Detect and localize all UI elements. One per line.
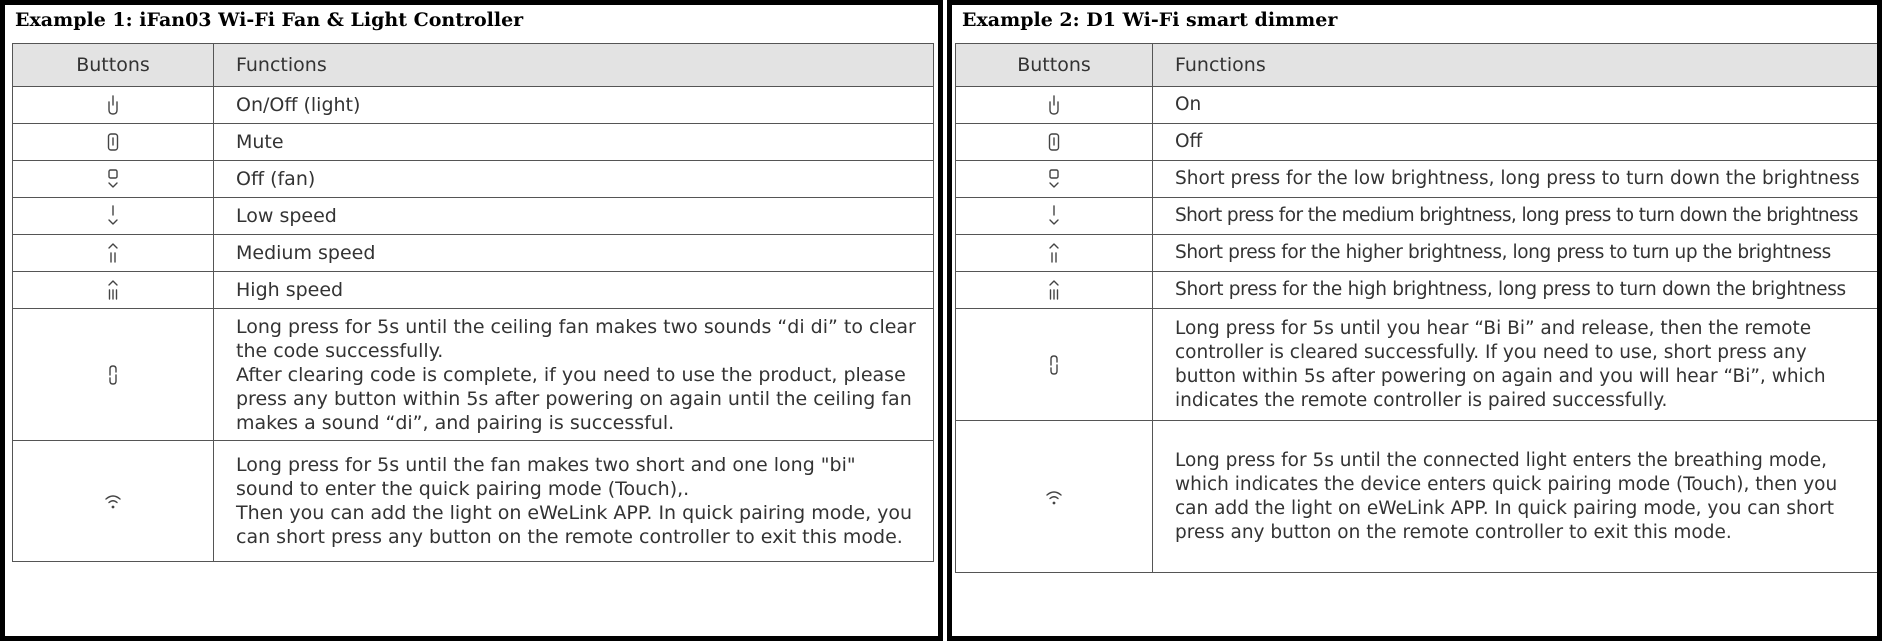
function-text: Long press for 5s until the connected light enters the breathing mode, which indicates the device enters quick pairing mode (Touch), then you can add the light on eWeLink APP. In quick pairing mode, you can short press any button on the remote controller to exit this mode. [1153,421,1878,573]
function-text: Long press for 5s until you hear “Bi Bi” and release, then the remote controller is cleared successfully. If you need to use, short press any button within 5s after powering on again and you will hear “Bi”, which indicates the remote controller is paired successfully. [1153,309,1878,421]
functions-column-header: Functions [214,44,934,87]
table-row [13,441,934,562]
high-speed-icon [103,278,123,302]
table-row [956,421,1878,573]
table-row [13,272,934,309]
medium-speed-icon [103,241,123,265]
link-icon [1044,353,1064,377]
table-row [956,124,1878,161]
wifi-icon [1044,485,1064,509]
table-row [956,87,1878,124]
function-text: Low speed [214,198,934,235]
power-icon [1044,93,1064,117]
buttons-column-header: Buttons [13,44,214,87]
table-row [956,309,1878,421]
high-speed-icon [1044,278,1064,302]
functions-column-header: Functions [1153,44,1878,87]
table-row [956,235,1878,272]
function-text: Short press for the high brightness, long press to turn down the brightness [1153,272,1878,309]
function-text: Off (fan) [214,161,934,198]
function-text: Medium speed [214,235,934,272]
function-text: Long press for 5s until the fan makes two short and one long "bi" sound to enter the quick pairing mode (Touch),. Then you can add the light on eWeLink APP. In quick pairing mode, you can short press any button on the remote controller to exit this mode. [214,441,934,562]
table-header-row [13,44,934,87]
function-text: High speed [214,272,934,309]
link-icon [103,363,123,387]
mute-icon [1044,130,1064,154]
table-row [13,124,934,161]
example-2-table [955,43,1878,573]
example-2-panel [947,0,1882,641]
medium-speed-icon [1044,241,1064,265]
table-row [956,161,1878,198]
wifi-icon [103,489,123,513]
table-row [13,87,934,124]
off-icon [103,167,123,191]
table-row [956,272,1878,309]
function-text: On/Off (light) [214,87,934,124]
power-icon [103,93,123,117]
table-row [13,161,934,198]
function-text: Long press for 5s until the ceiling fan makes two sounds “di di” to clear the code successfully. After clearing code is complete, if you need to use the product, please press any button within 5s after powering on again until the ceiling fan makes a sound “di”, and pairing is successful. [214,309,934,441]
example-1-title: Example 1: iFan03 Wi-Fi Fan & Light Controller [15,9,524,31]
table-row [13,235,934,272]
low-speed-icon [103,204,123,228]
function-text: On [1153,87,1878,124]
table-row [956,198,1878,235]
table-row [13,198,934,235]
function-text: Short press for the low brightness, long press to turn down the brightness [1153,161,1878,198]
table-row [13,309,934,441]
example-1-table [12,43,934,562]
mute-icon [103,130,123,154]
buttons-column-header: Buttons [956,44,1153,87]
example-2-title: Example 2: D1 Wi-Fi smart dimmer [962,9,1338,31]
function-text: Short press for the medium brightness, long press to turn down the brightness [1153,198,1878,235]
function-text: Short press for the higher brightness, long press to turn up the brightness [1153,235,1878,272]
low-speed-icon [1044,204,1064,228]
table-header-row [956,44,1878,87]
function-text: Off [1153,124,1878,161]
off-icon [1044,167,1064,191]
function-text: Mute [214,124,934,161]
